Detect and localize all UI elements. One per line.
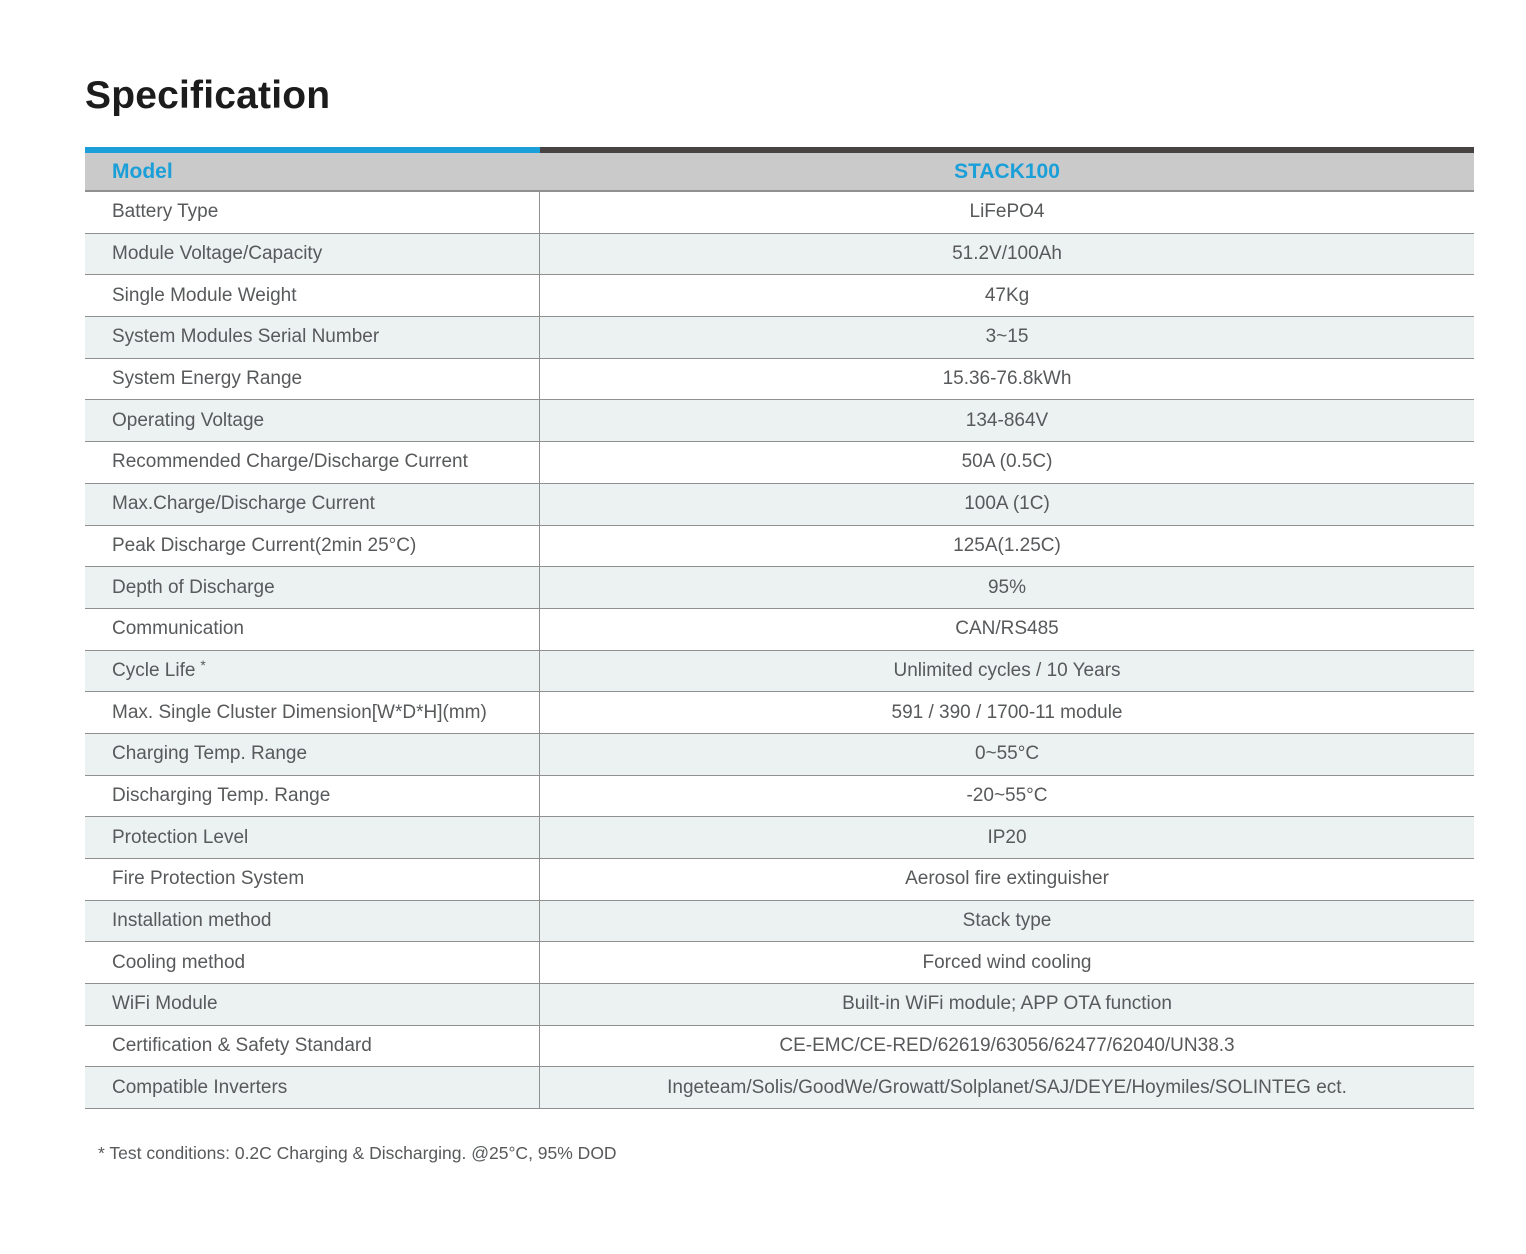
row-value: 134-864V [965,409,1049,431]
row-label [85,734,540,775]
header-model-value: STACK100 [954,159,1060,183]
row-label [85,1026,540,1067]
row-label-text: Cooling method [112,951,246,973]
row-label-text: Communication [112,618,244,640]
row-label [85,567,540,608]
top-border-accent-segment [85,147,540,153]
row-label-text: Peak Discharge Current(2min 25°C) [112,534,417,556]
row-value: Stack type [962,910,1052,932]
row-label-text: Certification & Safety Standard [112,1035,372,1057]
row-label-text: WiFi Module [112,993,218,1015]
row-label-text: Charging Temp. Range [112,743,308,765]
table-row [85,1026,1474,1068]
row-label-text: Recommended Charge/Discharge Current [112,451,468,473]
footnote-marker: * [200,656,206,673]
spec-table [85,147,1474,1109]
row-label-text: Installation method [112,910,272,932]
table-row [85,275,1474,317]
row-value: IP20 [987,826,1027,848]
row-value: Built-in WiFi module; APP OTA function [842,993,1172,1015]
table-body [85,192,1474,1109]
row-label-text: Cycle Life [112,659,196,681]
row-label [85,317,540,358]
row-label-text: Single Module Weight [112,284,297,306]
row-label [85,442,540,483]
header-model-label: Model [112,159,173,183]
row-value: CAN/RS485 [955,618,1059,640]
row-label [85,984,540,1025]
row-label [85,526,540,567]
table-row [85,901,1474,943]
row-label [85,484,540,525]
table-row [85,942,1474,984]
row-label [85,275,540,316]
table-row [85,1067,1474,1109]
row-label [85,234,540,275]
row-value: 0~55°C [974,743,1040,765]
table-row [85,317,1474,359]
row-value: 95% [987,576,1027,598]
row-label-text: System Modules Serial Number [112,326,380,348]
row-value: 15.36-76.8kWh [942,368,1072,390]
table-row [85,734,1474,776]
row-label [85,692,540,733]
row-value: 125A(1.25C) [953,534,1061,556]
table-row [85,442,1474,484]
row-label-text: Max.Charge/Discharge Current [112,493,375,515]
row-value: 51.2V/100Ah [952,243,1062,265]
row-label-text: Battery Type [112,201,219,223]
table-row [85,359,1474,401]
row-value: 47Kg [984,284,1030,306]
row-label [85,901,540,942]
row-label-text: Fire Protection System [112,868,305,890]
row-label [85,359,540,400]
row-label-text: Discharging Temp. Range [112,784,331,806]
row-label-text: Depth of Discharge [112,576,275,598]
row-label [85,651,540,692]
row-value: 591 / 390 / 1700-11 module [891,701,1123,723]
row-label [85,942,540,983]
table-row [85,526,1474,568]
row-label [85,609,540,650]
row-value: -20~55°C [966,784,1048,806]
row-label-text: Max. Single Cluster Dimension[W*D*H](mm) [112,701,487,723]
top-border-dark-segment [540,147,1474,153]
row-label-text: Compatible Inverters [112,1076,288,1098]
table-row [85,609,1474,651]
row-value: Forced wind cooling [922,951,1092,973]
row-label [85,192,540,233]
row-value: 100A (1C) [964,493,1050,515]
table-row [85,859,1474,901]
page-title: Specification [85,74,331,117]
row-label [85,817,540,858]
table-row [85,817,1474,859]
table-row [85,234,1474,276]
row-value: 3~15 [985,326,1029,348]
row-label [85,1067,540,1108]
row-value: Ingeteam/Solis/GoodWe/Growatt/Solplanet/SAJ/DEYE/Hoymiles/SOLINTEG ect. [667,1076,1347,1098]
row-value: 50A (0.5C) [961,451,1053,473]
row-label-text: Operating Voltage [112,409,265,431]
row-label [85,400,540,441]
row-value: LiFePO4 [969,201,1045,223]
row-label-text: Protection Level [112,826,249,848]
row-label [85,776,540,817]
table-row [85,692,1474,734]
row-label-text: System Energy Range [112,368,303,390]
footnote: * Test conditions: 0.2C Charging & Discharging. @25°C, 95% DOD [98,1143,617,1163]
table-row [85,984,1474,1026]
table-row [85,776,1474,818]
row-label-text: Module Voltage/Capacity [112,243,323,265]
row-value: Unlimited cycles / 10 Years [893,659,1121,681]
table-row [85,484,1474,526]
table-row [85,651,1474,693]
table-row [85,192,1474,234]
table-row [85,400,1474,442]
table-row [85,567,1474,609]
row-label [85,859,540,900]
row-value: CE-EMC/CE-RED/62619/63056/62477/62040/UN38.3 [779,1035,1235,1057]
row-value: Aerosol fire extinguisher [905,868,1109,890]
table-top-border [85,147,1474,153]
table-header-row [85,153,1474,192]
